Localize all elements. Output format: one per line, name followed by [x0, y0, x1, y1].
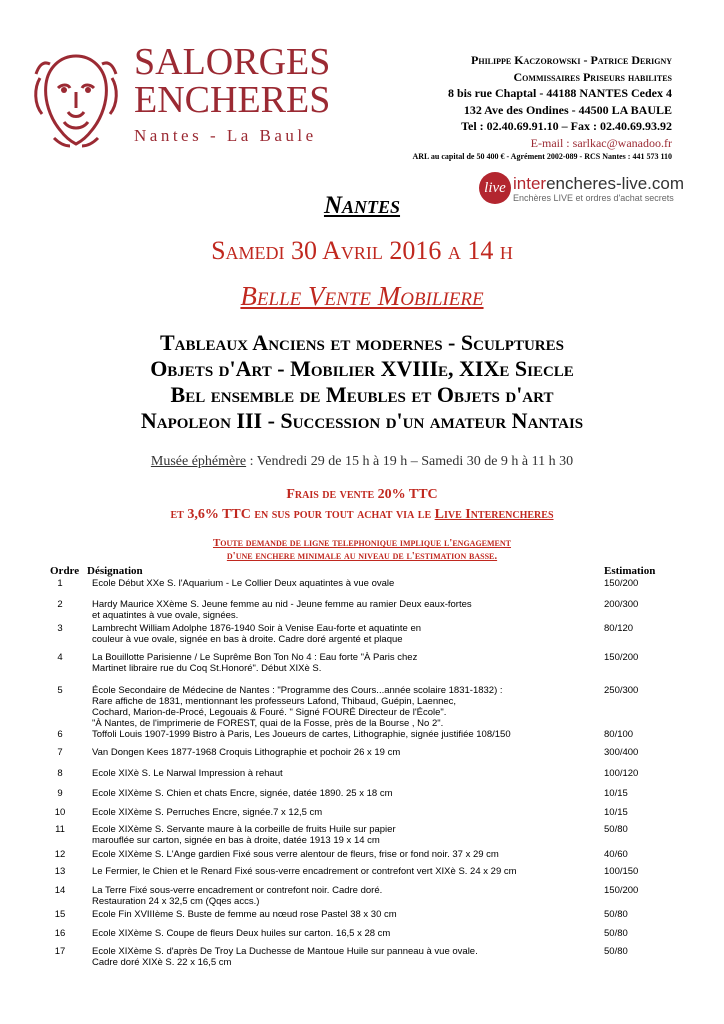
designation-line: Le Fermier, le Chien et le Renard Fixé sous-verre encadrement or contrefont vert XIXè S. 24 x 29 cm	[92, 866, 517, 877]
auctioneer-names: Philippe Kaczorowski - Patrice Derigny	[471, 53, 672, 67]
lot-designation	[92, 849, 592, 860]
brand-line1: SALORGES	[134, 41, 331, 83]
designation-line: Rare affiche de 1831, mentionnant les professeurs Lafond, Thibaud, Guépin, Laennec,	[92, 696, 457, 707]
lot-number: 4	[57, 652, 63, 663]
brand-line2: ENCHERES	[134, 79, 331, 121]
lot-designation	[92, 729, 592, 740]
designation-line: Toffoli Louis 1907-1999 Bistro à Paris, Les Joueurs de cartes, Lithographie, signée justifiée 108/150	[92, 729, 511, 740]
lot-number: 6	[57, 729, 63, 740]
designation-line: couleur à vue ovale, signée en bas à droite. Cadre doré argenté et plaque	[92, 634, 403, 645]
lot-estimate: 150/200	[604, 578, 639, 589]
lot-estimate: 200/300	[604, 599, 639, 610]
designation-line: Ecole XIXè S. Le Narwal Impression à rehaut	[92, 768, 283, 779]
lot-number: 1	[57, 578, 63, 589]
lot-number: 5	[57, 685, 63, 696]
lot-designation	[92, 599, 592, 621]
live-interencheres-link[interactable]: Live Interencheres	[434, 507, 554, 522]
lot-estimate: 100/120	[604, 768, 639, 779]
lot-designation	[92, 807, 592, 818]
lot-number: 3	[57, 623, 63, 634]
lot-number: 13	[54, 866, 66, 877]
lot-designation	[92, 788, 592, 799]
lot-estimate: 50/80	[604, 909, 628, 920]
col-order: Ordre	[50, 565, 80, 577]
lot-designation	[92, 866, 592, 877]
sale-categories	[0, 330, 724, 434]
lot-number: 7	[57, 747, 63, 758]
lot-number: 12	[54, 849, 66, 860]
fees-line2	[0, 505, 724, 525]
designation-line: La Terre Fixé sous-verre encadrement or contrefont noir. Cadre doré.	[92, 885, 383, 896]
email-line	[412, 135, 672, 152]
designation-line: École Secondaire de Médecine de Nantes : "Programme des Cours...année scolaire 1831-1832) :	[92, 685, 503, 696]
phone-bid-notice	[0, 537, 724, 563]
auctioneer-title: Commissaires Priseurs habilites	[513, 69, 672, 84]
col-designation: Désignation	[87, 565, 143, 577]
live-logo-name-a: inter	[513, 174, 547, 193]
designation-line: Van Dongen Kees 1877-1968 Croquis Lithographie et pochoir 26 x 19 cm	[92, 747, 401, 758]
lot-designation	[92, 685, 592, 729]
legal-info: ARL au capital de 50 400 € - Agrément 2002-089 - RCS Nantes : 441 573 110	[412, 152, 672, 161]
lion-mask-logo-icon	[30, 48, 122, 148]
lot-estimate: 40/60	[604, 849, 628, 860]
category-line: Tableaux Anciens et modernes - Sculptures	[160, 330, 564, 355]
lot-number: 16	[54, 928, 66, 939]
live-logo-name-b: encheres-live.com	[546, 174, 685, 193]
lot-estimate: 80/100	[604, 729, 634, 740]
lot-estimate: 50/80	[604, 824, 628, 835]
salorges-logo	[30, 42, 360, 152]
brand-text	[134, 42, 330, 146]
lot-estimate: 10/15	[604, 788, 628, 799]
phone-fax: Tel : 02.40.69.91.10 – Fax : 02.40.69.93.92	[461, 119, 672, 133]
email-label: E-mail :	[530, 135, 573, 150]
exhibition-text: : Vendredi 29 de 15 h à 19 h – Samedi 30 de 9 h à 11 h 30	[246, 454, 574, 469]
designation-line: Ecole Fin XVIIIème S. Buste de femme au nœud rose Pastel 38 x 30 cm	[92, 909, 397, 920]
lot-number: 2	[57, 599, 63, 610]
lot-designation	[92, 578, 592, 589]
lot-designation	[92, 824, 592, 846]
designation-line: Restauration 24 x 32,5 cm (Qqes accs.)	[92, 896, 260, 907]
lot-number: 14	[54, 885, 66, 896]
designation-line: Ecole XIXème S. Chien et chats Encre, signée, datée 1890. 25 x 18 cm	[92, 788, 393, 799]
designation-line: Ecole Début XXe S. l'Aquarium - Le Collier Deux aquatintes à vue ovale	[92, 578, 395, 589]
designation-line: Cadre doré XIXè S. 22 x 16,5 cm	[92, 957, 232, 968]
designation-line: Ecole XIXème S. L'Ange gardien Fixé sous verre alentour de fleurs, frise or fond noir. 37 x 29 cm	[92, 849, 499, 860]
lot-estimate: 300/400	[604, 747, 639, 758]
address-nantes: 8 bis rue Chaptal - 44188 NANTES Cedex 4	[447, 86, 672, 100]
designation-line: marouflée sur carton, signée en bas à droite, datée 1913 19 x 14 cm	[92, 835, 380, 846]
brand-line3: Nantes - La Baule	[134, 126, 317, 145]
sale-city: Nantes	[323, 192, 401, 219]
exhibition-hours	[0, 454, 724, 470]
designation-line: La Bouillotte Parisienne / Le Suprême Bon Ton No 4 : Eau forte "À Paris chez	[92, 652, 418, 663]
fees-line2-text: et 3,6% TTC en sus pour tout achat via le	[170, 507, 435, 522]
exhibition-label: Musée éphémère	[150, 454, 247, 469]
sale-title: Belle Vente Mobiliere	[240, 281, 484, 311]
lot-designation	[92, 909, 592, 920]
category-line: Objets d'Art - Mobilier XVIIIe, XIXe Siecle	[150, 356, 574, 381]
lot-estimate: 80/120	[604, 623, 634, 634]
lot-estimate: 150/200	[604, 652, 639, 663]
lot-estimate: 50/80	[604, 928, 628, 939]
email-link[interactable]: sarlkac@wanadoo.fr	[572, 135, 672, 150]
designation-line: Ecole XIXème S. Coupe de fleurs Deux huiles sur carton. 16,5 x 28 cm	[92, 928, 391, 939]
lot-number: 10	[54, 807, 66, 818]
lot-number: 17	[54, 946, 66, 957]
lot-number: 8	[57, 768, 63, 779]
lot-estimate: 150/200	[604, 885, 639, 896]
lot-number: 11	[55, 824, 65, 835]
auctioneer-header	[412, 52, 672, 162]
designation-line: et aquatintes à vue ovale, signées.	[92, 610, 239, 621]
designation-line: Lambrecht William Adolphe 1876-1940 Soir à Venise Eau-forte et aquatinte en	[92, 623, 422, 634]
category-line: Napoleon III - Succession d'un amateur Nantais	[140, 408, 584, 433]
lot-designation	[92, 928, 592, 939]
notice-line2: d'une enchere minimale au niveau de l'estimation basse.	[226, 550, 498, 562]
lot-designation	[92, 768, 592, 779]
lot-number: 15	[54, 909, 66, 920]
designation-line: Hardy Maurice XXème S. Jeune femme au nid - Jeune femme au ramier Deux eaux-fortes	[92, 599, 472, 610]
buyer-fees	[0, 485, 724, 525]
notice-line1: Toute demande de ligne telephonique implique l'engagement	[212, 537, 512, 549]
address-la-baule: 132 Ave des Ondines - 44500 LA BAULE	[463, 102, 672, 117]
lot-estimate: 250/300	[604, 685, 639, 696]
live-logo-name	[513, 174, 684, 194]
lot-estimate: 10/15	[604, 807, 628, 818]
lot-estimate: 100/150	[604, 866, 639, 877]
live-logo-tagline: Enchères LIVE et ordres d'achat secrets	[513, 193, 674, 203]
live-badge-icon: live	[479, 172, 511, 204]
col-estimation: Estimation	[604, 565, 656, 577]
designation-line: "À Nantes, de l'imprimerie de FOREST, quai de la Fosse, près de la Bourse , No 2".	[92, 718, 444, 729]
designation-line: Ecole XIXème S. Perruches Encre, signée.7 x 12,5 cm	[92, 807, 323, 818]
designation-line: Ecole XIXème S. Servante maure à la corbeille de fruits Huile sur papier	[92, 824, 396, 835]
fees-line1: Frais de vente 20% TTC	[286, 487, 438, 502]
lot-estimate: 50/80	[604, 946, 628, 957]
designation-line: Martinet libraire rue du Coq St.Honoré". Début XIXè S.	[92, 663, 322, 674]
lot-number: 9	[57, 788, 63, 799]
designation-line: Ecole XIXème S. d'après De Troy La Duchesse de Mantoue Huile sur panneau à vue ovale.	[92, 946, 478, 957]
lot-designation	[92, 623, 592, 645]
lot-designation	[92, 946, 592, 968]
sale-date: Samedi 30 Avril 2016 a 14 h	[211, 236, 513, 265]
lot-designation	[92, 652, 592, 674]
lot-designation	[92, 885, 592, 907]
lot-designation	[92, 747, 592, 758]
designation-line: Cochard, Marion-de-Procé, Legouais & Fouré. " Signé FOURÉ Directeur de l'École".	[92, 707, 447, 718]
category-line: Bel ensemble de Meubles et Objets d'art	[170, 382, 554, 407]
